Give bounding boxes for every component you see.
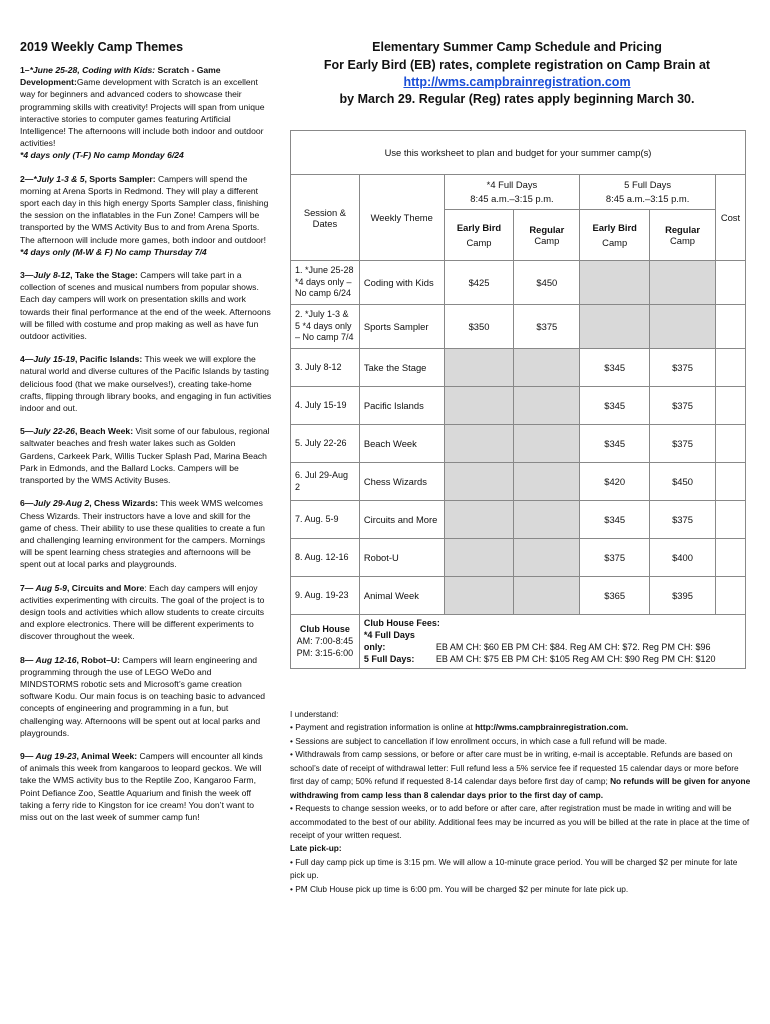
term-payment-text: • Payment and registration information is online at — [290, 722, 476, 733]
theme-note: *4 days only (T-F) No camp Monday 6/24 — [20, 150, 184, 161]
theme-name: Scratch - Game Development: — [20, 65, 221, 88]
theme-date: Aug 5-9 — [33, 582, 67, 593]
five-day-time: 8:45 a.m.–3:15 p.m. — [605, 192, 690, 204]
session-dates: 1. *June 25-28 *4 days only – No camp 6/24 — [291, 261, 360, 305]
session-rows — [291, 261, 746, 615]
regular-5-price: $375 — [650, 425, 716, 463]
theme-number: 8— — [20, 654, 34, 665]
session-dates: 7. Aug. 5-9 — [291, 501, 360, 539]
reg5-label: Regular — [665, 223, 700, 235]
understand-heading: I understand: — [290, 709, 339, 719]
theme-item — [20, 582, 272, 643]
session-dates: 4. July 15-19 — [291, 387, 360, 425]
cost-cell[interactable] — [715, 463, 745, 501]
theme-description: : Each day campers will enjoy activities experimenting with circuits. The goal of the project is to design tools and activities which allow students to create circuits and explore electronics. There will be different experiments to discover throughout the week. — [20, 582, 265, 642]
theme-item — [20, 269, 272, 342]
theme-number: 6— — [20, 498, 34, 509]
term-payment — [290, 721, 752, 734]
five-day-title: 5 Full Days — [624, 178, 672, 190]
eb4-camp: Camp — [466, 236, 492, 248]
regular-5-price — [650, 305, 716, 349]
session-row — [291, 501, 746, 539]
schedule-title: Elementary Summer Camp Schedule and Pricing — [372, 40, 662, 54]
regular-4-price — [514, 501, 580, 539]
four-day-time: 8:45 a.m.–3:15 p.m. — [470, 192, 554, 204]
club-am-hours: AM: 7:00-8:45 — [296, 636, 354, 647]
cost-cell[interactable] — [715, 501, 745, 539]
session-row — [291, 261, 746, 305]
five-day-header — [580, 175, 716, 210]
term-withdrawals-text: • Withdrawals from camp sessions, or before or after care must be in writing, e-mail is acceptable. Refunds are based on school’s date of receipt of withdrawal letter: Full refund less a 5% service fee if requested 15 calendar days or more before first day of camp; 50% refund if requested 8-14 calendar days before first day of camp; — [290, 749, 739, 787]
reg4-label: Regular — [529, 223, 565, 235]
theme-date: *June 25-28, Coding with Kids: — [29, 65, 156, 75]
weekly-theme: Animal Week — [359, 577, 444, 615]
theme-name: , Take the Stage: — [70, 270, 138, 281]
schedule-column — [282, 40, 752, 665]
theme-description: This week we will explore the natural world and diverse cultures of the Pacific Islands by tasting delicious food (that we make ourselves!), creating take-home crafts, flipping through library books, and engaging in fun activities indoor and out. — [20, 354, 272, 414]
early-bird-4-price — [444, 501, 514, 539]
weekly-theme: Coding with Kids — [359, 261, 444, 305]
early-bird-4-price — [444, 539, 514, 577]
club-fees-title: Club House Fees: — [363, 618, 440, 628]
weekly-theme: Sports Sampler — [359, 305, 444, 349]
session-dates: 3. July 8-12 — [291, 349, 360, 387]
theme-description: Visit some of our fabulous, regional saltwater beaches and fresh water lakes such as Golden Gardens, Carkeek Park, Willis Tucker Splash Pad, Marina Beach Park in Edmonds, and the Ballard Locks. Campers will be transported by the WMS Activity Buses. — [20, 426, 270, 486]
term-late-fullday: • Full day camp pick up time is 3:15 pm. We will allow a 10-minute grace period. You will be charged $2 per minute for late pick up. — [290, 856, 738, 881]
early-bird-5-price: $345 — [580, 349, 650, 387]
weekly-theme: Robot-U — [359, 539, 444, 577]
session-row — [291, 425, 746, 463]
schedule-table — [290, 130, 746, 669]
theme-number: 3— — [20, 270, 34, 281]
theme-item — [20, 750, 272, 823]
theme-number: 2— — [20, 173, 34, 184]
early-bird-4-price — [444, 387, 514, 425]
club-pm-hours: PM: 3:15-6:00 — [296, 648, 354, 659]
theme-description: Campers will take part in a collection of scenes and musical numbers from popular shows. Each day campers will work on presentation skills and work towards their final performance at the end of the week. Afternoons will be filled with costume and prop making as well as have fun outdoor activities. — [20, 270, 271, 342]
theme-description: Campers will spend the morning at Arena Sports in Redmond. They will play a different sport each day in this high energy Sports Sampler class, finishing the session on the inflatables in the Fun Zone! Campers will be transported by the WMS Activity Bus to and from Arena Sports. The afternoon will include more games, both indoor and outdoor! — [20, 173, 269, 245]
early-bird-5-price: $420 — [580, 463, 650, 501]
theme-number: 4— — [20, 354, 34, 365]
themes-list — [20, 64, 272, 823]
theme-name: , Robot–U: — [76, 654, 120, 665]
theme-item — [20, 64, 272, 162]
club-fees-cell — [359, 615, 745, 669]
session-dates: 8. Aug. 12-16 — [291, 539, 360, 577]
club-house-cell — [291, 615, 360, 669]
theme-item — [20, 353, 272, 414]
theme-name: , Animal Week: — [76, 750, 138, 761]
term-changes: • Requests to change session weeks, or to add before or after care, after registration must be made in writing and will be accommodated to the best of our ability. Additional fees may be incurred as you will be billed at the rate in place at the time of receipt of your written request. — [290, 803, 750, 840]
theme-date: July 29-Aug 2 — [33, 498, 90, 509]
cost-cell[interactable] — [715, 425, 745, 463]
session-row — [291, 387, 746, 425]
registration-link[interactable]: http://wms.campbrainregistration.com — [403, 74, 631, 89]
early-bird-5-price: $345 — [580, 387, 650, 425]
regular-5-price — [650, 261, 716, 305]
theme-number: 7— — [20, 582, 34, 593]
weekly-theme: Take the Stage — [359, 349, 444, 387]
theme-number: 1– — [20, 65, 30, 75]
regular-4-price — [514, 577, 580, 615]
cost-cell[interactable] — [715, 261, 745, 305]
regular-4-price — [514, 463, 580, 501]
term-late-clubhouse: • PM Club House pick up time is 6:00 pm. You will be charged $2 per minute for late pick up. — [290, 883, 629, 894]
theme-date: July 22-26 — [33, 426, 75, 437]
fees-5-values: EB AM CH: $75 EB PM CH: $105 Reg AM CH: $90 Reg PM CH: $120 — [435, 654, 716, 665]
fees-4-label: *4 Full Days only: — [363, 630, 415, 653]
theme-date: Aug 12-16 — [33, 654, 77, 665]
regular-5-price: $400 — [650, 539, 716, 577]
fees-5-label: 5 Full Days: — [363, 654, 415, 665]
weekly-theme-header: Weekly Theme — [359, 175, 444, 261]
early-bird-5-price: $345 — [580, 501, 650, 539]
theme-name: , Pacific Islands: — [74, 354, 143, 365]
regular-5-price: $375 — [650, 387, 716, 425]
weekly-theme: Circuits and More — [359, 501, 444, 539]
regular-4-price: $450 — [514, 261, 580, 305]
fees-4-values: EB AM CH: $60 EB PM CH: $84. Reg AM CH: $72. Reg PM CH: $96 — [435, 642, 711, 653]
session-row — [291, 305, 746, 349]
regular-rate-text: by March 29. Regular (Reg) rates apply beginning March 30. — [339, 91, 695, 106]
four-day-title: *4 Full Days — [486, 178, 538, 190]
early-bird-5-price: $375 — [580, 539, 650, 577]
session-dates: 5. July 22-26 — [291, 425, 360, 463]
weekly-theme: Chess Wizards — [359, 463, 444, 501]
early-bird-4-price — [444, 577, 514, 615]
cost-cell[interactable] — [715, 305, 745, 349]
theme-description: Campers will learn engineering and programming through the use of LEGO WeDo and MINDSTORMS robotic sets and Microsoft’s game creation software Kodu. Our main focus is on teaching basic to advanced concepts of engineering and programming in a fun, but challenging way. Afternoons will be spent out at local parks and playgrounds. — [20, 654, 266, 738]
early-bird-5-price — [580, 305, 650, 349]
early-bird-5-header — [580, 209, 650, 260]
session-row — [291, 463, 746, 501]
reg5-camp: Camp — [670, 234, 696, 246]
session-dates-header: Session & Dates — [291, 175, 360, 261]
theme-name: , Chess Wizards: — [89, 498, 158, 509]
cost-cell[interactable] — [715, 349, 745, 387]
early-bird-text: For Early Bird (EB) rates, complete registration on Camp Brain at — [323, 58, 711, 72]
regular-5-header — [650, 209, 716, 260]
theme-description: Game development with Scratch is an excellent way for beginners and advanced coders to showcase their programming skills with creativity! Projects will span from unique interactive stories to computer games featuring Artificial Intelligence! The afternoons will include both indoor and outdoor activities! — [20, 77, 265, 149]
term-withdrawals — [290, 748, 752, 802]
theme-item — [20, 497, 272, 570]
theme-date: July 8-12 — [33, 270, 71, 281]
early-bird-4-price — [444, 463, 514, 501]
early-bird-5-price: $365 — [580, 577, 650, 615]
cost-cell[interactable] — [715, 387, 745, 425]
regular-4-price: $375 — [514, 305, 580, 349]
early-bird-4-price: $350 — [444, 305, 514, 349]
cost-cell[interactable] — [715, 577, 745, 615]
session-dates: 2. *July 1-3 & 5 *4 days only – No camp 7/4 — [291, 305, 360, 349]
regular-5-price: $375 — [650, 501, 716, 539]
early-bird-4-price — [444, 425, 514, 463]
theme-item — [20, 173, 272, 258]
theme-date: Aug 19-23 — [33, 750, 77, 761]
eb4-label: Early Bird — [456, 221, 502, 233]
theme-date: July 15-19 — [33, 354, 75, 365]
regular-4-price — [514, 425, 580, 463]
reg4-camp: Camp — [534, 234, 560, 246]
weekly-theme: Beach Week — [359, 425, 444, 463]
early-bird-5-price — [580, 261, 650, 305]
term-no-refunds: No refunds will be given for anyone withdrawing from camp less than 8 calendar days prior to the first day of camp. — [290, 776, 751, 800]
worksheet-note: Use this worksheet to plan and budget for your summer camp(s) — [291, 131, 746, 175]
regular-4-price — [514, 539, 580, 577]
theme-name: , Circuits and More — [66, 582, 145, 593]
regular-4-price — [514, 349, 580, 387]
four-day-header — [444, 175, 580, 210]
eb5-label: Early Bird — [592, 221, 637, 233]
theme-note: *4 days only (M-W & F) No camp Thursday 7/4 — [20, 246, 207, 257]
theme-item — [20, 654, 272, 739]
cost-header: Cost — [715, 175, 745, 261]
term-payment-link[interactable]: http://wms.campbrainregistration.com. — [475, 722, 629, 733]
session-row — [291, 539, 746, 577]
early-bird-4-price — [444, 349, 514, 387]
early-bird-4-header — [444, 209, 514, 260]
themes-title: 2019 Weekly Camp Themes — [20, 40, 184, 54]
session-row — [291, 349, 746, 387]
early-bird-note — [282, 57, 752, 108]
regular-4-price — [514, 387, 580, 425]
club-house-label: Club House — [299, 624, 350, 635]
theme-date: *July 1-3 & 5 — [33, 173, 85, 184]
theme-number: 5— — [20, 426, 34, 437]
regular-4-header — [514, 209, 580, 260]
theme-description: Campers will encounter all kinds of animals this week from kangaroos to leopard geckos. We will take the WMS activity bus to the Reptile Zoo, Kangaroo Farm, Point Defiance Zoo, Seattle Aquarium and finish the week off taking a ferry ride to Kingston for ice cream! You don’t want to miss out on the last week of summer camp fun! — [20, 750, 263, 822]
early-bird-4-price: $425 — [444, 261, 514, 305]
cost-cell[interactable] — [715, 539, 745, 577]
regular-5-price: $375 — [650, 349, 716, 387]
theme-number: 9— — [20, 750, 34, 761]
weekly-theme: Pacific Islands — [359, 387, 444, 425]
camp-themes-column — [20, 40, 272, 834]
session-row — [291, 577, 746, 615]
early-bird-5-price: $345 — [580, 425, 650, 463]
term-cancellation: • Sessions are subject to cancellation if low enrollment occurs, in which case a full refund will be made. — [290, 735, 667, 746]
late-pickup-heading: Late pick-up: — [290, 843, 342, 854]
theme-name: , Beach Week: — [74, 426, 134, 437]
theme-name: , Sports Sampler: — [84, 173, 156, 184]
eb5-camp: Camp — [602, 236, 628, 248]
session-dates: 6. Jul 29-Aug 2 — [291, 463, 360, 501]
theme-item — [20, 425, 272, 486]
terms-section — [290, 708, 752, 896]
theme-description: This week WMS welcomes Chess Wizards. Their instructors have a love and skill for the game of chess. Their ability to use these qualities to create a fun and challenging learning environment for the campers. Mornings will be spent learning chess strategies and afternoons will be spent out at local parks and playgrounds. — [20, 498, 266, 570]
regular-5-price: $395 — [650, 577, 716, 615]
regular-5-price: $450 — [650, 463, 716, 501]
session-dates: 9. Aug. 19-23 — [291, 577, 360, 615]
